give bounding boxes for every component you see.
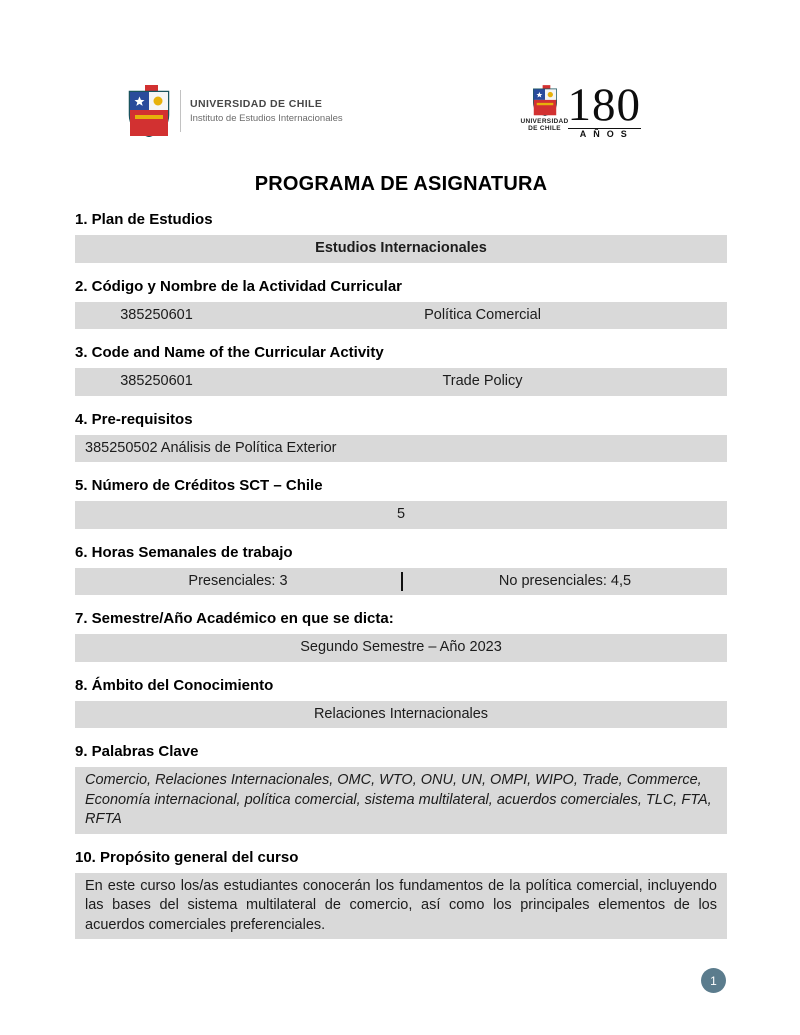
- section-heading: 5. Número de Créditos SCT – Chile: [75, 477, 323, 494]
- anniversary-anos-label: AÑOS: [568, 128, 642, 139]
- course-code-en: 385250601: [120, 373, 193, 389]
- page-title: PROGRAMA DE ASIGNATURA: [254, 173, 548, 195]
- anniversary-univ-line2: DE CHILE: [528, 125, 561, 132]
- course-name-es: Política Comercial: [424, 306, 541, 323]
- course-name-en: Trade Policy: [442, 373, 523, 389]
- section-heading: 9. Palabras Clave: [75, 743, 199, 760]
- section-heading: 6. Horas Semanales de trabajo: [75, 543, 293, 561]
- section-codigo-nombre: [75, 277, 727, 330]
- page-number: 1: [710, 973, 717, 988]
- section-horas-semanales: [75, 543, 727, 596]
- logo-divider: [180, 90, 181, 132]
- section-code-name-en: [75, 343, 727, 396]
- semestre-value: Segundo Semestre – Año 2023: [75, 634, 727, 662]
- section-plan-de-estudios: [75, 210, 727, 263]
- plan-de-estudios-value: Estudios Internacionales: [75, 235, 727, 263]
- anniversary-180-logo: [520, 79, 642, 139]
- section-ambito: [75, 676, 727, 729]
- logo-text: [190, 98, 343, 124]
- uchile-shield-icon: [127, 85, 171, 137]
- horas-semanales-box: [75, 568, 727, 596]
- section-creditos: [75, 476, 727, 529]
- document-header: [75, 79, 727, 147]
- university-name: UNIVERSIDAD DE CHILE: [190, 98, 323, 110]
- institute-name: Instituto de Estudios Internacionales: [190, 113, 343, 124]
- section-heading: 7. Semestre/Año Académico en que se dicta:: [75, 610, 394, 627]
- course-code-es: 385250601: [120, 306, 193, 323]
- section-heading: 1. Plan de Estudios: [75, 211, 213, 228]
- section-proposito: [75, 848, 727, 940]
- anniversary-univ-line1: UNIVERSIDAD: [520, 118, 569, 125]
- uchile-institute-logo: [127, 85, 343, 137]
- uchile-shield-small-icon: [532, 85, 558, 116]
- section-heading: 3. Code and Name of the Curricular Activity: [75, 344, 384, 361]
- prerequisitos-value: 385250502 Análisis de Política Exterior: [75, 435, 727, 463]
- code-name-box-en: [75, 368, 727, 396]
- creditos-value: 5: [75, 501, 727, 529]
- palabras-clave-value: Comercio, Relaciones Internacionales, OMC, WTO, ONU, UN, OMPI, WIPO, Trade, Commerce, Economía internacional, política comercial, sistema multilateral, acuerdos comerciales, TLC, FTA, RFTA: [75, 767, 727, 834]
- proposito-value: En este curso los/as estudiantes conocerán los fundamentos de la política comercial, incluyendo las bases del sistema multilateral de comercio, así como los principales elementos de los acuerdos comerciales preferenciales.: [75, 873, 727, 940]
- anniversary-number: 180: [567, 79, 641, 131]
- horas-no-presenciales: No presenciales: 4,5: [401, 572, 727, 592]
- page-number-badge: [701, 968, 726, 993]
- codigo-nombre-box: [75, 302, 727, 330]
- section-heading: 8. Ámbito del Conocimiento: [75, 676, 274, 694]
- section-prerequisitos: [75, 410, 727, 463]
- ambito-value: Relaciones Internacionales: [75, 701, 727, 729]
- section-semestre: [75, 609, 727, 662]
- anniversary-number-column: [567, 79, 642, 139]
- section-heading: 2. Código y Nombre de la Actividad Curricular: [75, 277, 403, 295]
- section-heading: 10. Propósito general del curso: [75, 848, 299, 866]
- horas-presenciales: Presenciales: 3: [188, 572, 288, 589]
- section-heading: 4. Pre-requisitos: [75, 410, 193, 428]
- section-palabras-clave: [75, 742, 727, 834]
- anniversary-shield-column: [520, 85, 569, 132]
